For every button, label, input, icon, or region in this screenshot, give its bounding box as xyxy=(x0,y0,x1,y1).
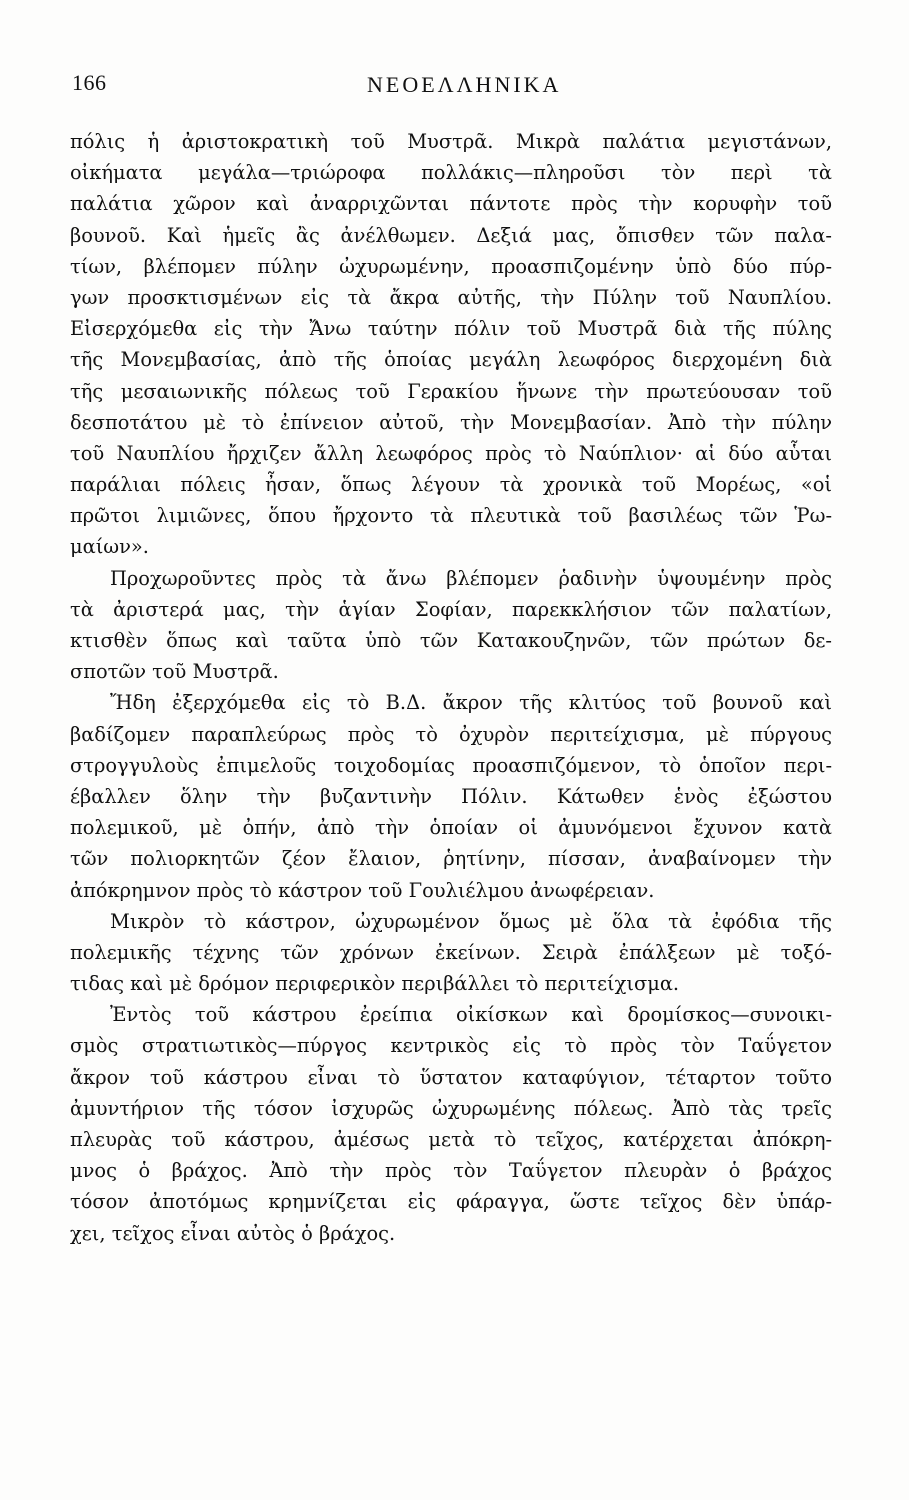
text-line: πόλις ἡ ἀριστοκρατικὴ τοῦ Μυστρᾶ. Μικρὰ παλάτια μεγιστάνων, xyxy=(70,130,832,153)
text-line: τοῦ Ναυπλίου ἤρχιζεν ἄλλη λεωφόρος πρὸς τὸ Ναύπλιον· αἱ δύο αὗται xyxy=(70,441,832,465)
text-line: σμὸς στρατιωτικὸς—πύργος κεντρικὸς εἰς τὸ πρὸς τὸν Ταΰγετον xyxy=(70,1034,832,1058)
text-line: πλευρὰς τοῦ κάστρου, ἀμέσως μετὰ τὸ τεῖχος, κατέρχεται ἀπόκρη- xyxy=(70,1128,832,1151)
text-line: χει, τεῖχος εἶναι αὐτὸς ὁ βράχος. xyxy=(70,1221,396,1245)
text-line: βουνοῦ. Καὶ ἡμεῖς ἂς ἀνέλθωμεν. Δεξιά μας, ὄπισθεν τῶν παλα- xyxy=(70,223,832,247)
text-line: μαίων». xyxy=(70,535,149,559)
text-line: ἄκρον τοῦ κάστρου εἶναι τὸ ὕστατον καταφύγιον, τέταρτον τοῦτο xyxy=(70,1065,832,1089)
text-line: έβαλλεν ὅλην τὴν βυζαντινὴν Πόλιν. Κάτωθεν ἑνὸς ἐξώστου xyxy=(70,784,832,808)
text-line: κτισθὲν ὅπως καὶ ταῦτα ὑπὸ τῶν Κατακουζηνῶν, τῶν πρώτων δε- xyxy=(70,629,832,652)
text-line: παράλιαι πόλεις ἦσαν, ὅπως λέγουν τὰ χρονικὰ τοῦ Μορέως, «οἱ xyxy=(70,473,832,497)
text-line: τῶν πολιορκητῶν ζέον ἔλαιον, ῥητίνην, πίσσαν, ἀναβαίνομεν τὴν xyxy=(70,847,832,871)
text-line: βαδίζομεν παραπλεύρως πρὸς τὸ ὀχυρὸν περιτείχισμα, μὲ πύργους xyxy=(70,722,832,746)
text-line: ἀμυντήριον τῆς τόσον ἰσχυρῶς ὠχυρωμένης πόλεως. Ἀπὸ τὰς τρεῖς xyxy=(70,1096,832,1120)
text-line: Ἤδη ἐξερχόμεθα εἰς τὸ Β.Δ. ἄκρον τῆς κλιτύος τοῦ βουνοῦ καὶ xyxy=(110,691,832,715)
text-line: πολεμικῆς τέχνης τῶν χρόνων ἐκείνων. Σειρὰ ἐπάλξεων μὲ τοξό- xyxy=(70,940,832,964)
text-line: οἰκήματα μεγάλα—τριώροφα πολλάκις—πληροῦσι τὸν περὶ τὰ xyxy=(70,161,832,185)
text-line: δεσποτάτου μὲ τὸ ἐπίνειον αὐτοῦ, τὴν Μονεμβασίαν. Ἀπὸ τὴν πύλην xyxy=(70,410,832,434)
body-text xyxy=(70,126,832,1249)
text-line: πολεμικοῦ, μὲ ὀπήν, ἀπὸ τὴν ὁποίαν οἱ ἀμυνόμενοι ἔχυνον κατὰ xyxy=(70,816,832,840)
text-line: σποτῶν τοῦ Μυστρᾶ. xyxy=(70,660,279,684)
text-line: τίων, βλέπομεν πύλην ὠχυρωμένην, προασπιζομένην ὑπὸ δύο πύρ- xyxy=(70,254,832,278)
text-line: τιδας καὶ μὲ δρόμον περιφερικὸν περιβάλλει τὸ περιτείχισμα. xyxy=(70,972,680,996)
text-line: Εἰσερχόμεθα εἰς τὴν Ἄνω ταύτην πόλιν τοῦ Μυστρᾶ διὰ τῆς πύλης xyxy=(70,317,832,341)
running-head xyxy=(72,70,842,106)
text-line: τὰ ἀριστερά μας, τὴν ἁγίαν Σοφίαν, παρεκκλήσιον τῶν παλατίων, xyxy=(70,597,832,621)
text-line: μνος ὁ βράχος. Ἀπὸ τὴν πρὸς τὸν Ταΰγετον πλευρὰν ὁ βράχος xyxy=(70,1159,832,1183)
text-line: τῆς Μονεμβασίας, ἀπὸ τῆς ὁποίας μεγάλη λεωφόρος διερχομένη διὰ xyxy=(70,348,832,372)
text-line: τόσον ἀποτόμως κρημνίζεται εἰς φάραγγα, ὥστε τεῖχος δὲν ὑπάρ- xyxy=(70,1190,832,1214)
text-line: Ἐντὸς τοῦ κάστρου ἐρείπια οἰκίσκων καὶ δρομίσκος—συνοικι- xyxy=(110,1003,832,1027)
text-line: γων προσκτισμένων εἰς τὰ ἄκρα αὐτῆς, τὴν Πύλην τοῦ Ναυπλίου. xyxy=(70,285,832,309)
text-line: στρογγυλοὺς ἐπιμελοῦς τοιχοδομίας προασπιζόμενον, τὸ ὁποῖον περι- xyxy=(70,753,832,777)
text-line: Προχωροῦντες πρὸς τὰ ἄνω βλέπομεν ῥαδινὴν ὑψουμένην πρὸς xyxy=(110,566,832,590)
text-line: τῆς μεσαιωνικῆς πόλεως τοῦ Γερακίου ἥνωνε τὴν πρωτεύουσαν τοῦ xyxy=(70,379,832,403)
page-number: 166 xyxy=(72,70,107,95)
text-line: πρῶτοι λιμιῶνες, ὅπου ἤρχοντο τὰ πλευτικὰ τοῦ βασιλέως τῶν Ῥω- xyxy=(70,504,832,528)
text-line: ἀπόκρημνον πρὸς τὸ κάστρον τοῦ Γουλιέλμου ἀνωφέρειαν. xyxy=(70,878,655,902)
text-line: παλάτια χῶρον καὶ ἀναρριχῶνται πάντοτε πρὸς τὴν κορυφὴν τοῦ xyxy=(70,192,832,216)
running-title: ΝΕΟΕΛΛΗΝΙΚΑ xyxy=(367,72,562,97)
text-line: Μικρὸν τὸ κάστρον, ὠχυρωμένον ὅμως μὲ ὅλα τὰ ἐφόδια τῆς xyxy=(110,909,832,933)
